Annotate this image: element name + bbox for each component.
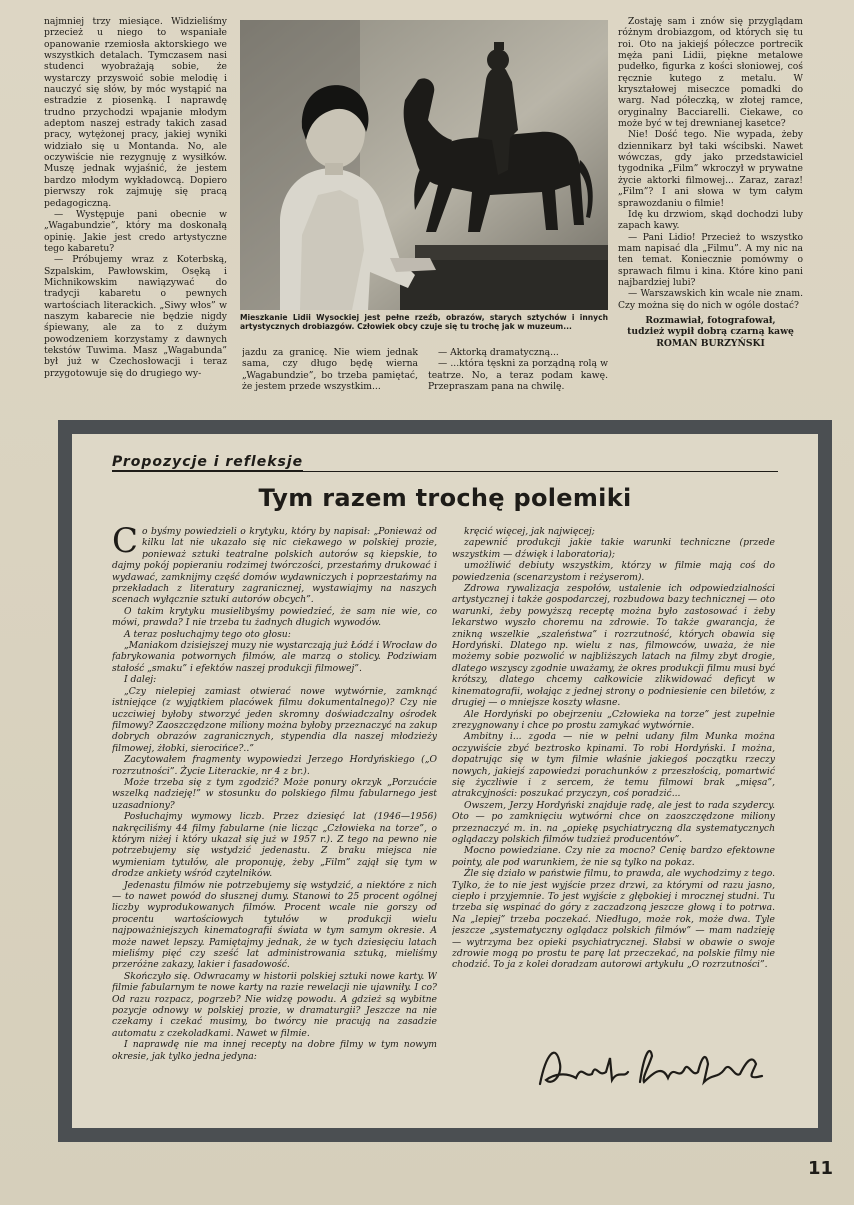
opinion-column-left <box>112 526 437 1116</box>
handwritten-signature <box>532 1034 772 1094</box>
paragraph: Posłuchajmy wymowy liczb. Przez dziesięć lat (1946—1956) nakręciliśmy 44 filmy fabularne (nie licząc „Człowieka na torze”, o którym niżej i który ukazał się już w 1957 r.). Z tego na pewno nie potrzebujemy się wstydzić jedenastu. Z braku miejsca nie wymieniam tytułów, ale proponuję, żeby „Film” zajął się tym w drodze ankiety wśród czytelników. <box>112 811 437 880</box>
headline: Tym razem trochę polemiki <box>258 484 632 512</box>
paragraph: — ...która tęskni za porządną rolą w teatrze. No, a teraz podam kawę. Przepraszam pana na chwilę. <box>428 358 608 393</box>
paragraph: — Warszawskich kin wcale nie znam. Czy można się do nich w ogóle dostać? <box>618 288 803 311</box>
author-credit-line: Rozmawiał, fotografował, <box>645 314 776 326</box>
paragraph: zapewnić produkcji jakie takie warunki techniczne (przede wszystkim — dźwięk i laboratoria); <box>452 537 775 560</box>
paragraph: jazdu za granicę. Nie wiem jednak sama, czy długo będę wierna „Wagabundzie”, bo trzeba pamiętać, że jestem przede wszystkim... <box>242 347 418 393</box>
paragraph: Mocno powiedziane. Czy nie za mocno? Cenię bardzo efektowne pointy, ale pod warunkiem, że nie są tylko na pokaz. <box>452 845 775 868</box>
paragraph: Zostaję sam i znów się przyglądam różnym drobiazgom, od których się tu roi. Oto na jakiejś półeczce portrecik męża pani Lidii, piękne metalowe pudełko, figurka z kości słoniowej, coś ręcznie kutego z metalu. W kryształowej miseczce pomadki do warg. Nad półeczką, w złotej ramce, oryginalny Bacciarelli. Ciekawe, co może być w tej drewnianej kasetce? <box>618 16 803 130</box>
photo-lidia-wysocka-with-statue <box>240 20 608 310</box>
paragraph: Zdrowa rywalizacja zespołów, ustalenie ich odpowiedzialności artystycznej i także gospodarczej, rozbudowa bazy technicznej — oto warunki, żeby powyższą receptę można było zastosować i żeby lekarstwo wyszło choremu na zdrowie. To także gwarancja, że znikną wszelkie „szaleństwa” i rozrzutność, których obawia się Hordyński. Dlatego np. wielu z nas, filmowców, uważa, że nie możemy sobie pozwolić w najbliższych latach na filmy zbyt drogie, dlatego wszyscy zgodnie uważamy, że okres produkcji filmu musi być krótszy, dlatego chcemy całkowicie zlikwidować deficyt w kinematografii, wołając z jednej strony o podniesienie cen biletów, z drugiej — o mniejsze koszty własne. <box>452 583 775 709</box>
paragraph: kręcić więcej, jak najwięcej; <box>464 526 595 537</box>
author-credit-line: tudzież wypił dobrą czarną kawę <box>627 326 794 338</box>
paragraph: Ale Hordyński po obejrzeniu „Człowieka na torze” jest zupełnie zrezygnowany i chce po prostu zamykać wytwórnie. <box>452 708 775 731</box>
paragraph: Jedenastu filmów nie potrzebujemy się wstydzić, a niektóre z nich — to nawet powód do słusznej dumy. Stanowi to 25 procent ogólnej liczby wyprodukowanych filmów. Procent wcale nie gorszy od procentu wartościowych tytułów w produkcji wielu najpoważniejszych kinematografii świata w tym samym okresie. A może nawet lepszy. Pamiętajmy jednak, że w tych dziesięciu latach mieliśmy pięć czy sześć lat administrowania sztuką, mieliśmy przeróżne zakazy, lakier i fasadowość. <box>112 879 437 971</box>
paragraph: Owszem, Jerzy Hordyński znajduje radę, ale jest to rada szydercy. Oto — po zamknięciu wytwórni chce on zaoszczędzone miliony przeznaczyć m. in. na „opiekę psychiatryczną dla systematycznych oglądaczy polskich filmów tudzież producentów”. <box>452 799 775 845</box>
paragraph: najmniej trzy miesiące. Widzieliśmy przecież u niego to wspaniałe opanowanie rzemiosła aktorskiego we wszystkich detalach. Tymczasem nasi studenci wyobrażają sobie, że wystarczy przyswoić sobie melodię i nauczyć się słów, by móc wystąpić na estradzie z piosenką. I naprawdę trudno przychodzi wpajanie młodym adeptom naszej estrady takich zasad pracy, wytężonej pracy, jakiej wyniki widziało się u Montanda. No, ale oczywiście nie rezygnuję z wysiłków. Muszę jednak wyjaśnić, że jestem bardzo młodym wykładowcą. Dopiero pierwszy rok zajmuję się pracą pedagogiczną. <box>44 16 227 209</box>
rubric-divider <box>112 471 778 472</box>
paragraph: — Aktorką dramatyczną... <box>438 347 559 358</box>
paragraph: „Czy nielepiej zamiast otwierać nowe wytwórnie, zamknąć istniejące (z wyjątkiem placówek filmu dokumentalnego)? Czy nie uczciwiej byłoby stworzyć jeden skromny doświadczalny ośrodek filmowy? Zaoszczędzone miliony można byłoby przeznaczyć na zakup dobrych obrazów zagranicznych, stypendia dla naszej młodzieży filmowej, żłobki, sierocińce?..” <box>112 685 437 754</box>
paragraph: I naprawdę nie ma innej recepty na dobre filmy w tym nowym okresie, jak tylko jedna jedyna: <box>112 1039 437 1062</box>
drop-cap: C <box>112 526 139 561</box>
page-number: 11 <box>808 1158 834 1179</box>
signature-icon <box>532 1034 772 1094</box>
opinion-box-inner <box>72 434 818 1128</box>
photo-illustration <box>240 20 608 310</box>
section-rubric: Propozycje i refleksje <box>112 454 304 470</box>
paragraph: — Pani Lidio! Przecież to wszystko mam napisać dla „Filmu”. A my nic na ten temat. Koniecznie pomówmy o sprawach filmu i kina. Które kino pani najbardziej lubi? <box>618 231 803 288</box>
lead-paragraph: Co byśmy powiedzieli o krytyku, który by napisał: „Ponieważ od kilku lat nie ukazało się nic ciekawego w polskiej prozie, ponieważ sztuki teatralne polskich autorów są kiepskie, to dajmy pokój popieraniu rodzimej twórczości, przestańmy drukować i wydawać, zamknijmy część domów wydawniczych i poprzestańmy na przekładach z literatury zagranicznej, wystawiajmy na naszych scenach wyłącznie sztuki autorów obcych”. <box>112 526 437 606</box>
paragraph: O takim krytyku musielibyśmy powiedzieć, że sam nie wie, co mówi, prawda? I nie trzeba tu żadnych długich wywodów. <box>112 605 437 629</box>
paragraph: Może trzeba się z tym zgodzić? Może ponury okrzyk „Porzućcie wszelką nadzieję!” w stosunku do polskiego filmu fabularnego jest uzasadniony? <box>112 776 437 811</box>
paragraph: — Próbujemy wraz z Koterbską, Szpalskim, Pawłowskim, Osęką i Michnikowskim nawiązywać do tradycji kabaretu o pewnych wartościach literackich. „Siwy włos” w naszym kabarecie nie będzie nigdy śpiewany, ale za to z dużym powodzeniem korzystamy z dawnych tekstów Tuwima. Masz „Wagabunda” był już w Czechosłowacji i teraz przygotowuje się do drugiego wy- <box>44 254 227 379</box>
paragraph: A teraz posłuchajmy tego oto głosu: <box>124 628 291 640</box>
opinion-column-right <box>452 526 775 1006</box>
article-column-2 <box>242 347 418 407</box>
paragraph: Ambitny i... zgoda — nie w pełni udany film Munka można oczywiście zbyć beztrosko kpinami. To robi Hordyński. I można, dopatrując się w tym filmie właśnie jakiegoś początku rzeczy nowych, jakiejś zapowiedzi porachunków z przeszłością, pomartwić się życzliwie i z sercem, że temu filmowi brak „mięsa”, atrakcyjności: poszukać przyczyn, coś poradzić... <box>452 731 775 800</box>
article-column-4 <box>618 16 803 408</box>
photo-caption: Mieszkanie Lidii Wysockiej jest pełne rzeźb, obrazów, starych sztychów i innych artystycznych drobiazgów. Człowiek obcy czuje się tu trochę jak w muzeum... <box>240 313 608 331</box>
article-column-1 <box>44 16 227 408</box>
paragraph: Idę ku drzwiom, skąd dochodzi luby zapach kawy. <box>618 208 803 232</box>
article-column-3 <box>428 347 608 407</box>
paragraph: umożliwić debiuty wszystkim, którzy w filmie mają coś do powiedzenia (scenarzystom i reżyserom). <box>452 560 775 583</box>
paragraph: — Występuje pani obecnie w „Wagabundzie”, który ma doskonałą opinię. Jakie jest credo artystyczne tego kabaretu? <box>44 208 227 254</box>
paragraph: I dalej: <box>124 674 157 686</box>
opinion-box <box>58 420 832 1142</box>
author-name: ROMAN BURZYŃSKI <box>656 337 765 349</box>
paragraph: Zacytowałem fragmenty wypowiedzi Jerzego Hordyńskiego („O rozrzutności”. Życie Literackie, nr 4 z br.). <box>112 754 437 777</box>
paragraph: Źle się działo w państwie filmu, to prawda, ale wychodzimy z tego. Tylko, że to nie jest wyjście przez drzwi, za którymi od razu jasno, ciepło i przyjemnie. To jest wyjście z głębokiej i mrocznej studni. Tu trzeba się wspinać do góry z zaczadzoną jeszcze głową i to potrwa. Na „lepiej” trzeba poczekać. Niedługo, może rok, może dwa. Tyle jeszcze „systematyczny oglądacz polskich filmów” — mam nadzieję — wytrzyma bez opieki psychiatrycznej. Słabsi w obawie o swoje zdrowie mogą po prostu te parę lat przeczekać, na polskie filmy nie chodzić. To ja z kolei doradzam autorowi artykułu „O rozrzutności”. <box>452 868 775 971</box>
paragraph: „Maniakom dzisiejszej muzy nie wystarczają już Łódź i Wrocław do fabrykowania potwornych filmów, ale marzą o stolicy. Podziwiam stałość „smaku” i efektów naszej produkcji filmowej”. <box>112 640 437 674</box>
paragraph: Nie! Dość tego. Nie wypada, żeby dziennikarz był taki wścibski. Nawet wówczas, gdy jako przedstawiciel tygodnika „Film” wkroczył w prywatne życie aktorki filmowej... Zaraz, zaraz! „Film”? I ani słowa w tym całym sprawozdaniu o filmie! <box>618 129 803 209</box>
paragraph: Skończyło się. Odwracamy w historii polskiej sztuki nowe karty. W filmie fabularnym te nowe karty na razie rewelacji nie ujawniły. I co? Od razu rozpacz, pogrzeb? Nie widzę powodu. A gdzież są wybitne pozycje odnowy w polskiej prozie, w dramaturgii? Jeszcze na nie czekamy i czekać musimy, bo twórcy nie pracują na zasadzie automatu z czekoladkami. Nawet w filmie. <box>112 970 437 1039</box>
